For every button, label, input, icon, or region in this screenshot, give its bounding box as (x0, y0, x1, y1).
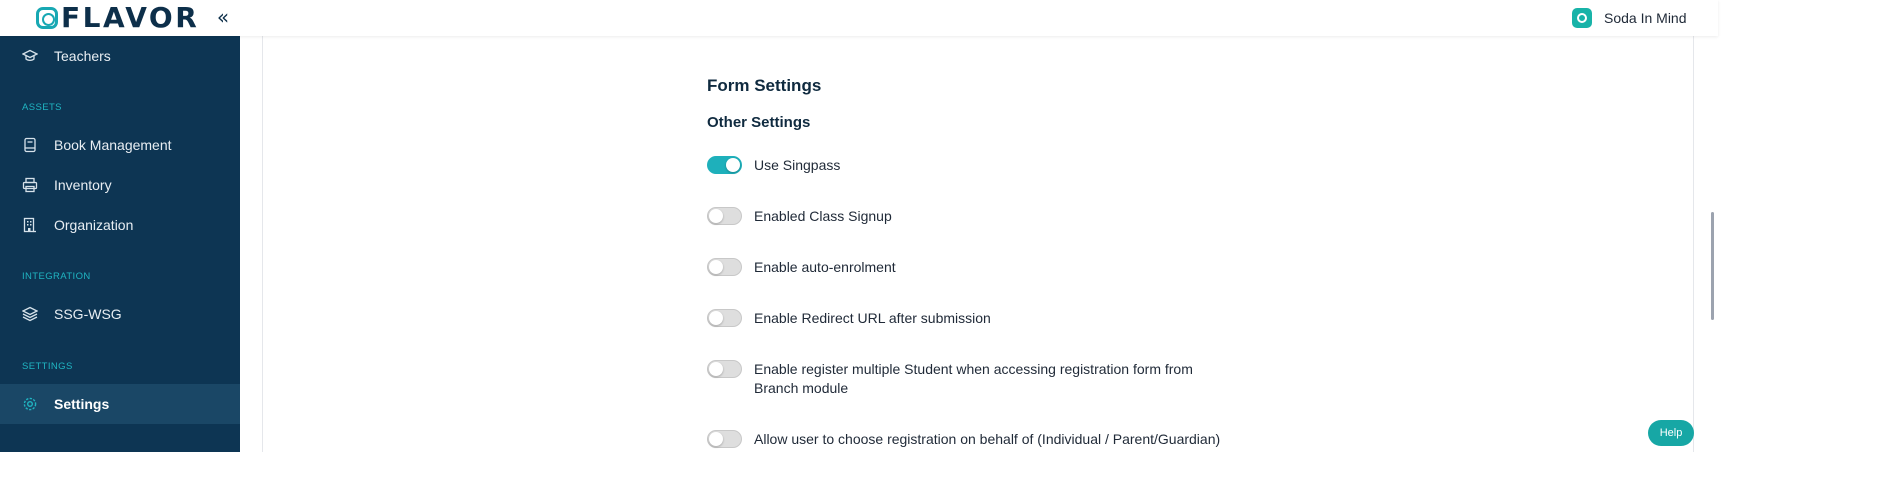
setting-row-registration-behalf (707, 430, 1220, 449)
gear-icon (22, 396, 38, 412)
redirect-url-toggle[interactable] (707, 309, 742, 327)
setting-label: Enable auto-enrolment (754, 259, 896, 275)
registration-behalf-toggle[interactable] (707, 430, 742, 448)
building-icon (22, 217, 38, 233)
sidebar-item-label: Inventory (54, 177, 112, 193)
multiple-student-toggle[interactable] (707, 360, 742, 378)
org-switcher[interactable] (1572, 8, 1687, 28)
setting-row-auto-enrolment (707, 258, 896, 277)
sidebar-item-label: Settings (54, 396, 110, 412)
sidebar-item-teachers[interactable] (0, 36, 240, 76)
printer-icon (22, 177, 38, 193)
sidebar (0, 36, 240, 452)
page-title: Form Settings (707, 76, 822, 95)
class-signup-toggle[interactable] (707, 207, 742, 225)
setting-label: Allow user to choose registration on behalf of (Individual / Parent/Guardian) (754, 431, 1221, 447)
org-name: Soda In Mind (1604, 10, 1687, 26)
setting-label: Enable Redirect URL after submission (754, 310, 991, 326)
setting-label: Use Singpass (754, 157, 841, 173)
sidebar-item-settings[interactable] (0, 384, 240, 424)
setting-row-use-singpass (707, 156, 840, 175)
help-button[interactable]: Help (1648, 420, 1694, 446)
collapse-sidebar-button[interactable]: « (216, 5, 230, 29)
logo-icon (36, 7, 58, 29)
graduation-cap-icon (22, 48, 38, 64)
logo[interactable] (36, 1, 200, 34)
section-title: Other Settings (707, 114, 811, 131)
logo-text: FLAVOR (61, 1, 200, 34)
section-label-settings: SETTINGS (22, 361, 73, 372)
sidebar-item-label: Teachers (54, 48, 111, 64)
sidebar-item-label: Book Management (54, 137, 172, 153)
top-bar (0, 0, 1718, 36)
sidebar-item-inventory[interactable] (0, 165, 240, 205)
setting-label: Enabled Class Signup (754, 208, 892, 224)
org-logo-icon (1572, 8, 1592, 28)
setting-row-redirect-url (707, 309, 991, 328)
auto-enrolment-toggle[interactable] (707, 258, 742, 276)
setting-row-multiple-student (707, 360, 1234, 398)
sidebar-item-book-management[interactable] (0, 125, 240, 165)
book-icon (22, 137, 38, 153)
scrollbar[interactable] (1711, 212, 1714, 320)
setting-row-class-signup (707, 207, 892, 226)
section-label-integration: INTEGRATION (22, 271, 91, 282)
sidebar-item-label: Organization (54, 217, 134, 233)
use-singpass-toggle[interactable] (707, 156, 742, 174)
layers-icon (22, 306, 38, 322)
sidebar-item-label: SSG-WSG (54, 306, 122, 322)
sidebar-item-organization[interactable] (0, 205, 240, 245)
setting-label: Enable register multiple Student when accessing registration form from Branch module (754, 361, 1193, 396)
section-label-assets: ASSETS (22, 102, 62, 113)
sidebar-item-ssg-wsg[interactable] (0, 294, 240, 334)
